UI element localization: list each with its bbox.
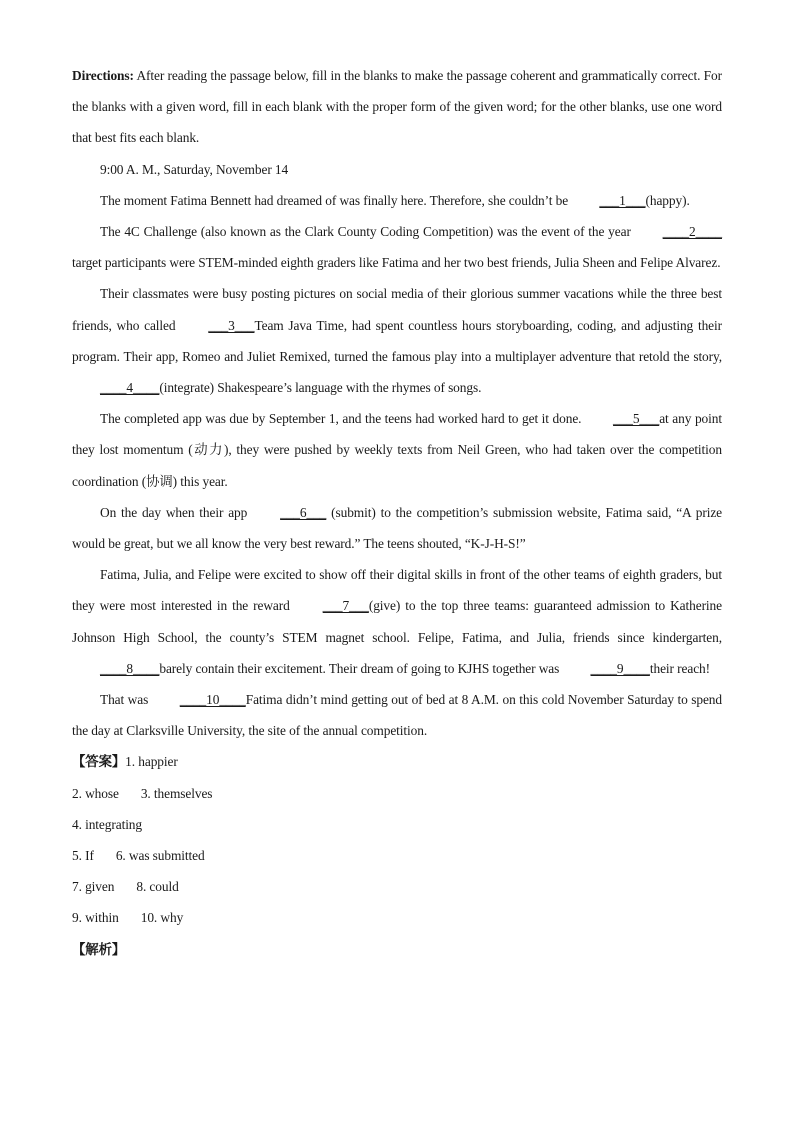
p5-text-b: (submit) to the competition’s submission website, Fatima said, “A prize would be great, but we all know the very best reward.” The teens shouted, “K-J-H-S!” (72, 504, 723, 552)
answer-line-5 (72, 871, 722, 902)
answer-9: 9. within (72, 910, 119, 926)
blank-8: ____8____ (100, 660, 160, 676)
blank-2: ____2____ (662, 224, 722, 240)
analysis-line (72, 934, 722, 965)
answer-5: 5. If (72, 848, 94, 864)
answer-line-4 (72, 840, 722, 871)
p2-text-b: target participants were STEM-minded eighth graders like Fatima and her two best friends, Julia Sheen and Felipe Alvarez. (72, 255, 721, 271)
p7-text-b: Fatima didn’t mind getting out of bed at 8 A.M. on this cold November Saturday to spend the day at Clarksville University, the site of the annual competition. (72, 692, 722, 739)
answer-label: 【答案】 (72, 754, 126, 770)
passage-paragraph-2 (72, 216, 722, 278)
answer-line-2 (72, 778, 722, 809)
document-page (72, 60, 722, 965)
answer-line-3 (72, 809, 722, 840)
p6-text-c: barely contain their excitement. Their dream of going to KJHS together was (159, 660, 563, 676)
answer-1: 1. happier (125, 754, 178, 770)
p2-text-a: The 4C Challenge (also known as the Clark County Coding Competition) was the event of the year (100, 224, 635, 240)
p1-text-a: The moment Fatima Bennett had dreamed of was finally here. Therefore, she couldn’t be (100, 192, 572, 208)
p4-text-a: The completed app was due by September 1, and the teens had worked hard to get it done. (100, 411, 586, 427)
answer-line-6 (72, 902, 722, 933)
p7-text-a: That was (100, 692, 152, 708)
p3-text-b: Team Java Time, had spent countless hours storyboarding, coding, and adjusting their program. Their app, Romeo and Juliet Remixed, turned the famous play into a multiplayer adventure that retold the story, (72, 317, 722, 364)
passage-paragraph-1 (72, 185, 722, 216)
passage-paragraph-3 (72, 278, 722, 403)
directions-text: After reading the passage below, fill in the blanks to make the passage coherent and grammatically correct. For the blanks with a given word, fill in each blank with the proper form of the given word; for the other blanks, use one word that best fits each blank. (72, 68, 722, 146)
passage-paragraph-4 (72, 403, 722, 497)
blank-6: ___6___ (280, 504, 327, 520)
answer-3: 3. themselves (140, 785, 213, 801)
p6-text-d: their reach! (649, 660, 711, 676)
p1-text-b: (happy). (645, 192, 690, 208)
directions-paragraph (72, 60, 722, 154)
date-line: 9:00 A. M., Saturday, November 14 (100, 161, 289, 177)
answer-6: 6. was submitted (115, 848, 205, 864)
blank-10: ____10____ (179, 692, 246, 708)
passage-paragraph-6 (72, 559, 722, 684)
answer-4: 4. integrating (72, 816, 142, 832)
blank-5: ___5___ (613, 411, 660, 427)
passage-paragraph-5 (72, 497, 722, 559)
blank-1: ___1___ (599, 192, 646, 208)
directions-label: Directions: (72, 68, 134, 83)
blank-9: ____9____ (590, 660, 650, 676)
answer-line-1 (72, 746, 722, 777)
blank-4: ____4____ (100, 380, 160, 396)
answer-7: 7. given (72, 879, 115, 895)
answer-8: 8. could (136, 879, 179, 895)
p6-text-b: (give) to the top three teams: guaranteed admission to Katherine Johnson High School, the county’s STEM magnet school. Felipe, Fatima, and Julia, friends since kindergarten, (72, 598, 722, 645)
answer-section (72, 746, 722, 964)
passage-paragraph-7 (72, 684, 722, 746)
p5-text-a: On the day when their app (100, 504, 253, 520)
analysis-label: 【解析】 (72, 941, 126, 957)
p3-text-a: Their classmates were busy posting pictures on social media of their glorious summer vacations while the three best friends, who called (72, 286, 722, 333)
p4-text-b: at any point they lost momentum (动力), they were pushed by weekly texts from Neil Green, who had taken over the competition coordination (协调) this year. (72, 411, 722, 489)
answer-10: 10. why (140, 910, 184, 926)
p3-text-c: (integrate) Shakespeare’s language with the rhymes of songs. (159, 380, 482, 396)
blank-7: ___7___ (322, 598, 369, 614)
p6-text-a: Fatima, Julia, and Felipe were excited to show off their digital skills in front of the other teams of eighth graders, but they were most interested in the reward (72, 567, 722, 614)
blank-3: ___3___ (208, 317, 255, 333)
answer-2: 2. whose (72, 785, 119, 801)
